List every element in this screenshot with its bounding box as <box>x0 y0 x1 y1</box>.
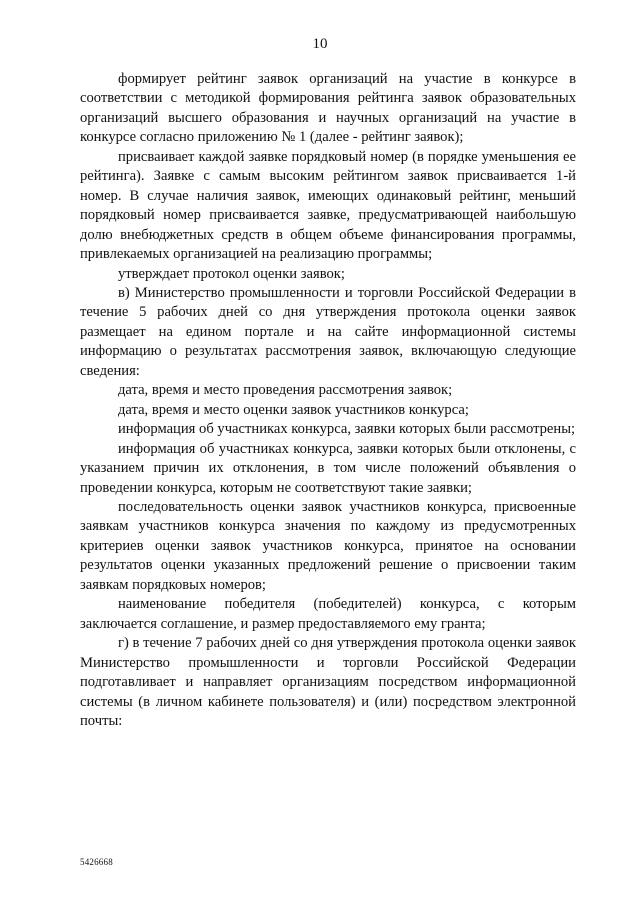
paragraph-reviewed-participants: информация об участниках конкурса, заявки которых были рассмотрены; <box>118 421 576 438</box>
document-body <box>80 70 576 731</box>
paragraph-review-date: дата, время и место проведения рассмотрения заявок; <box>118 382 453 399</box>
paragraph-approve-protocol: утверждает протокол оценки заявок; <box>118 265 345 282</box>
document-id: 5426668 <box>80 857 113 867</box>
paragraph-evaluation-date: дата, время и место оценки заявок участников конкурса; <box>118 401 469 418</box>
page-number: 10 <box>312 36 328 52</box>
paragraph-winner: наименование победителя (победителей) конкурса, с которым заключается соглашение, и размер предоставляемого ему гранта; <box>80 596 576 632</box>
paragraph-rating: формирует рейтинг заявок организаций на участие в конкурсе в соответствии с методикой формирования рейтинга заявок образовательных организаций высшего образования и научных организаций на участие в конкурсе согласно приложению № 1 (далее - рейтинг заявок); <box>80 71 576 146</box>
paragraph-item-v: в) Министерство промышленности и торговли Российской Федерации в течение 5 рабочих дней со дня утверждения протокола оценки заявок размещает на едином портале и на сайте информационной системы информацию о результатах рассмотрения заявок, включающую следующие сведения: <box>80 284 576 379</box>
paragraph-evaluation-sequence: последовательность оценки заявок участников конкурса, присвоенные заявкам участников конкурса значения по каждому из предусмотренных критериев оценки заявок участников конкурса, принятое на основании результатов оценки указанных предложений решение о присвоении таким заявкам порядковых номеров; <box>80 498 576 593</box>
paragraph-assign-number: присваивает каждой заявке порядковый номер (в порядке уменьшения ее рейтинга). Заявке с самым высоким рейтингом заявок присваивается 1-й номер. В случае наличия заявок, имеющих одинаковый рейтинг, меньший порядковый номер присваивается заявке, предусматривающей наибольшую долю внебюджетных средств в общем объеме финансирования программы, привлекаемых организацией на реализацию программы; <box>80 148 576 263</box>
paragraph-item-g: г) в течение 7 рабочих дней со дня утверждения протокола оценки заявок Министерство промышленности и торговли Российской Федерации подготавливает и направляет организациям посредством информационной системы (в личном кабинете пользователя) и (или) посредством электронной почты: <box>80 635 576 729</box>
paragraph-rejected-participants: информация об участниках конкурса, заявки которых были отклонены, с указанием причин их отклонения, в том числе положений объявления о проведении конкурса, которым не соответствуют такие заявки; <box>80 440 576 496</box>
